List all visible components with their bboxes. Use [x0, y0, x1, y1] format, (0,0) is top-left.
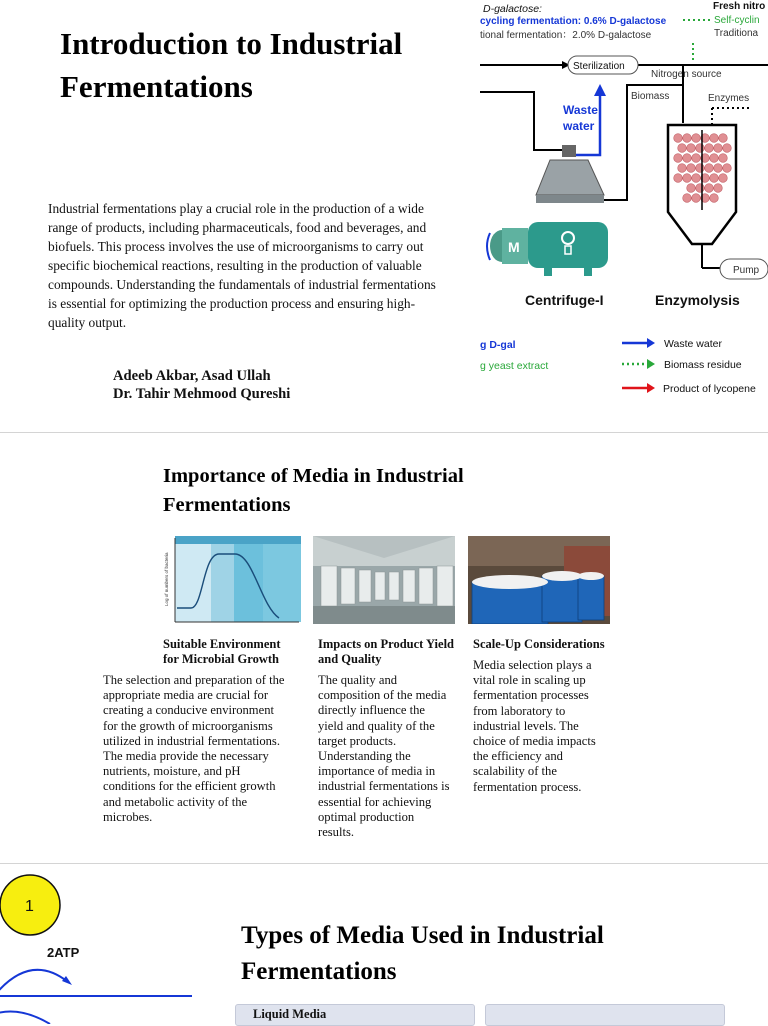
- cell-dot: [687, 164, 696, 173]
- cell-dot: [710, 194, 719, 203]
- card1-heading: Suitable Environment for Microbial Growth: [163, 637, 281, 666]
- slide-introduction: [0, 0, 768, 433]
- motor-label: M: [508, 239, 520, 255]
- slide2-title: Importance of Media in Industrial Fermentations: [163, 465, 464, 516]
- card2-heading: Impacts on Product Yield and Quality: [318, 637, 454, 666]
- cell-dot: [678, 164, 687, 173]
- cell-dot: [683, 174, 692, 183]
- card3-heading: Scale-Up Considerations: [473, 637, 605, 651]
- slide3-title: Types of Media Used in Industrial Fermentations: [241, 922, 604, 985]
- recycling-line: cycling fermentation: 0.6% D-galactose: [480, 16, 667, 27]
- cell-dot: [696, 144, 705, 153]
- legend-left-1: g D-gal: [480, 339, 516, 351]
- cell-dot: [710, 154, 719, 163]
- fermentation-tanks-image: [313, 536, 455, 624]
- atp-label: 2ATP: [47, 945, 80, 960]
- cell-dot: [710, 174, 719, 183]
- cell-dot: [692, 174, 701, 183]
- cell-dot: [674, 154, 683, 163]
- cell-dot: [678, 144, 687, 153]
- slide1-body: Industrial fermentations play a crucial role in the production of a wide range of products, including pharmaceuticals, food and beverages, and biofuels. This process involves the use of microorganisms to carry out specific biochemical reactions, resulting in the production of valuable compounds. Understanding the fundamentals of industrial fermentations is essential for optimizing the production process and ensuring high-quality output.: [48, 201, 436, 330]
- fermentation-process-diagram: [480, 0, 768, 432]
- cell-dot: [723, 164, 732, 173]
- cell-dot: [705, 144, 714, 153]
- authors-line-2: Dr. Tahir Mehmood Qureshi: [113, 386, 291, 402]
- growth-curve-image: [163, 536, 301, 624]
- card3-body: Media selection plays a vital role in scaling up fermentation processes from laboratory to industrial levels. The choice of media impacts the efficiency and scalability of the fermentation process.: [473, 658, 596, 794]
- cell-dot: [692, 154, 701, 163]
- cell-dot: [723, 144, 732, 153]
- legend-biomass: Biomass residue: [664, 359, 742, 371]
- cell-dot: [714, 184, 723, 193]
- authors-line-1: Adeeb Akbar, Asad Ullah: [113, 368, 271, 384]
- self-cycling: Self-cyclin: [714, 15, 760, 26]
- waste-water-label-1: Waste: [563, 103, 598, 117]
- cell-dot: [683, 194, 692, 203]
- tab-liquid-media[interactable]: Liquid Media: [235, 1004, 475, 1026]
- glycolysis-diagram: [0, 864, 192, 1024]
- cell-dot: [705, 164, 714, 173]
- waste-water-label-2: water: [563, 119, 595, 133]
- growth-ylabel: Log of numbers of bacteria: [164, 552, 169, 606]
- cell-dot: [683, 134, 692, 143]
- fresh-nitro: Fresh nitro: [713, 1, 766, 12]
- sterilization-label: Sterilization: [573, 61, 625, 72]
- cell-dot: [692, 134, 701, 143]
- cell-dot: [696, 164, 705, 173]
- cell-dot: [674, 134, 683, 143]
- cell-dot: [719, 134, 728, 143]
- cell-dot: [719, 174, 728, 183]
- cell-dot: [687, 144, 696, 153]
- authors: [113, 367, 290, 403]
- biomass-label: Biomass: [631, 91, 670, 102]
- centrifuge-label: Centrifuge-I: [525, 292, 604, 308]
- blue-vats-image: [468, 536, 610, 624]
- enzymolysis-label: Enzymolysis: [655, 292, 740, 308]
- cell-dot: [705, 184, 714, 193]
- nitrogen-source-label: Nitrogen source: [651, 69, 722, 80]
- cell-dot: [687, 184, 696, 193]
- traditional-line: tional fermentation：2.0% D-galactose: [480, 30, 652, 41]
- cell-dot: [674, 174, 683, 183]
- cell-dot: [714, 164, 723, 173]
- cell-dot: [696, 184, 705, 193]
- tab-second[interactable]: [485, 1004, 725, 1026]
- enzymes-label: Enzymes: [708, 93, 750, 104]
- cell-dot: [719, 154, 728, 163]
- cell-dot: [714, 144, 723, 153]
- cell-dot: [692, 194, 701, 203]
- cell-dot: [710, 134, 719, 143]
- legend-left-2: g yeast extract: [480, 360, 549, 372]
- card1-body: The selection and preparation of the appropriate media are crucial for creating a conducive environment for the growth of microorganisms utilized in industrial fermentations. The media provide the necessary nutrients, moisture, and pH conditions for the efficient growth and metabolic activity of the microbes.: [103, 673, 285, 824]
- traditiona: Traditiona: [714, 28, 759, 39]
- legend-waste: Waste water: [664, 338, 722, 350]
- slide1-title: Introduction to Industrial Fermentations: [60, 26, 403, 104]
- pump-label: Pump: [733, 265, 760, 276]
- cell-dot: [683, 154, 692, 163]
- legend-product: Product of lycopene: [663, 383, 756, 395]
- dgal-header: D-galactose:: [483, 3, 542, 15]
- card2-body: The quality and composition of the media directly influence the yield and quality of the target products. Understanding the importance of media in industrial fermentations is essential for achieving optimal production results.: [318, 673, 450, 840]
- step-number: 1: [25, 898, 34, 915]
